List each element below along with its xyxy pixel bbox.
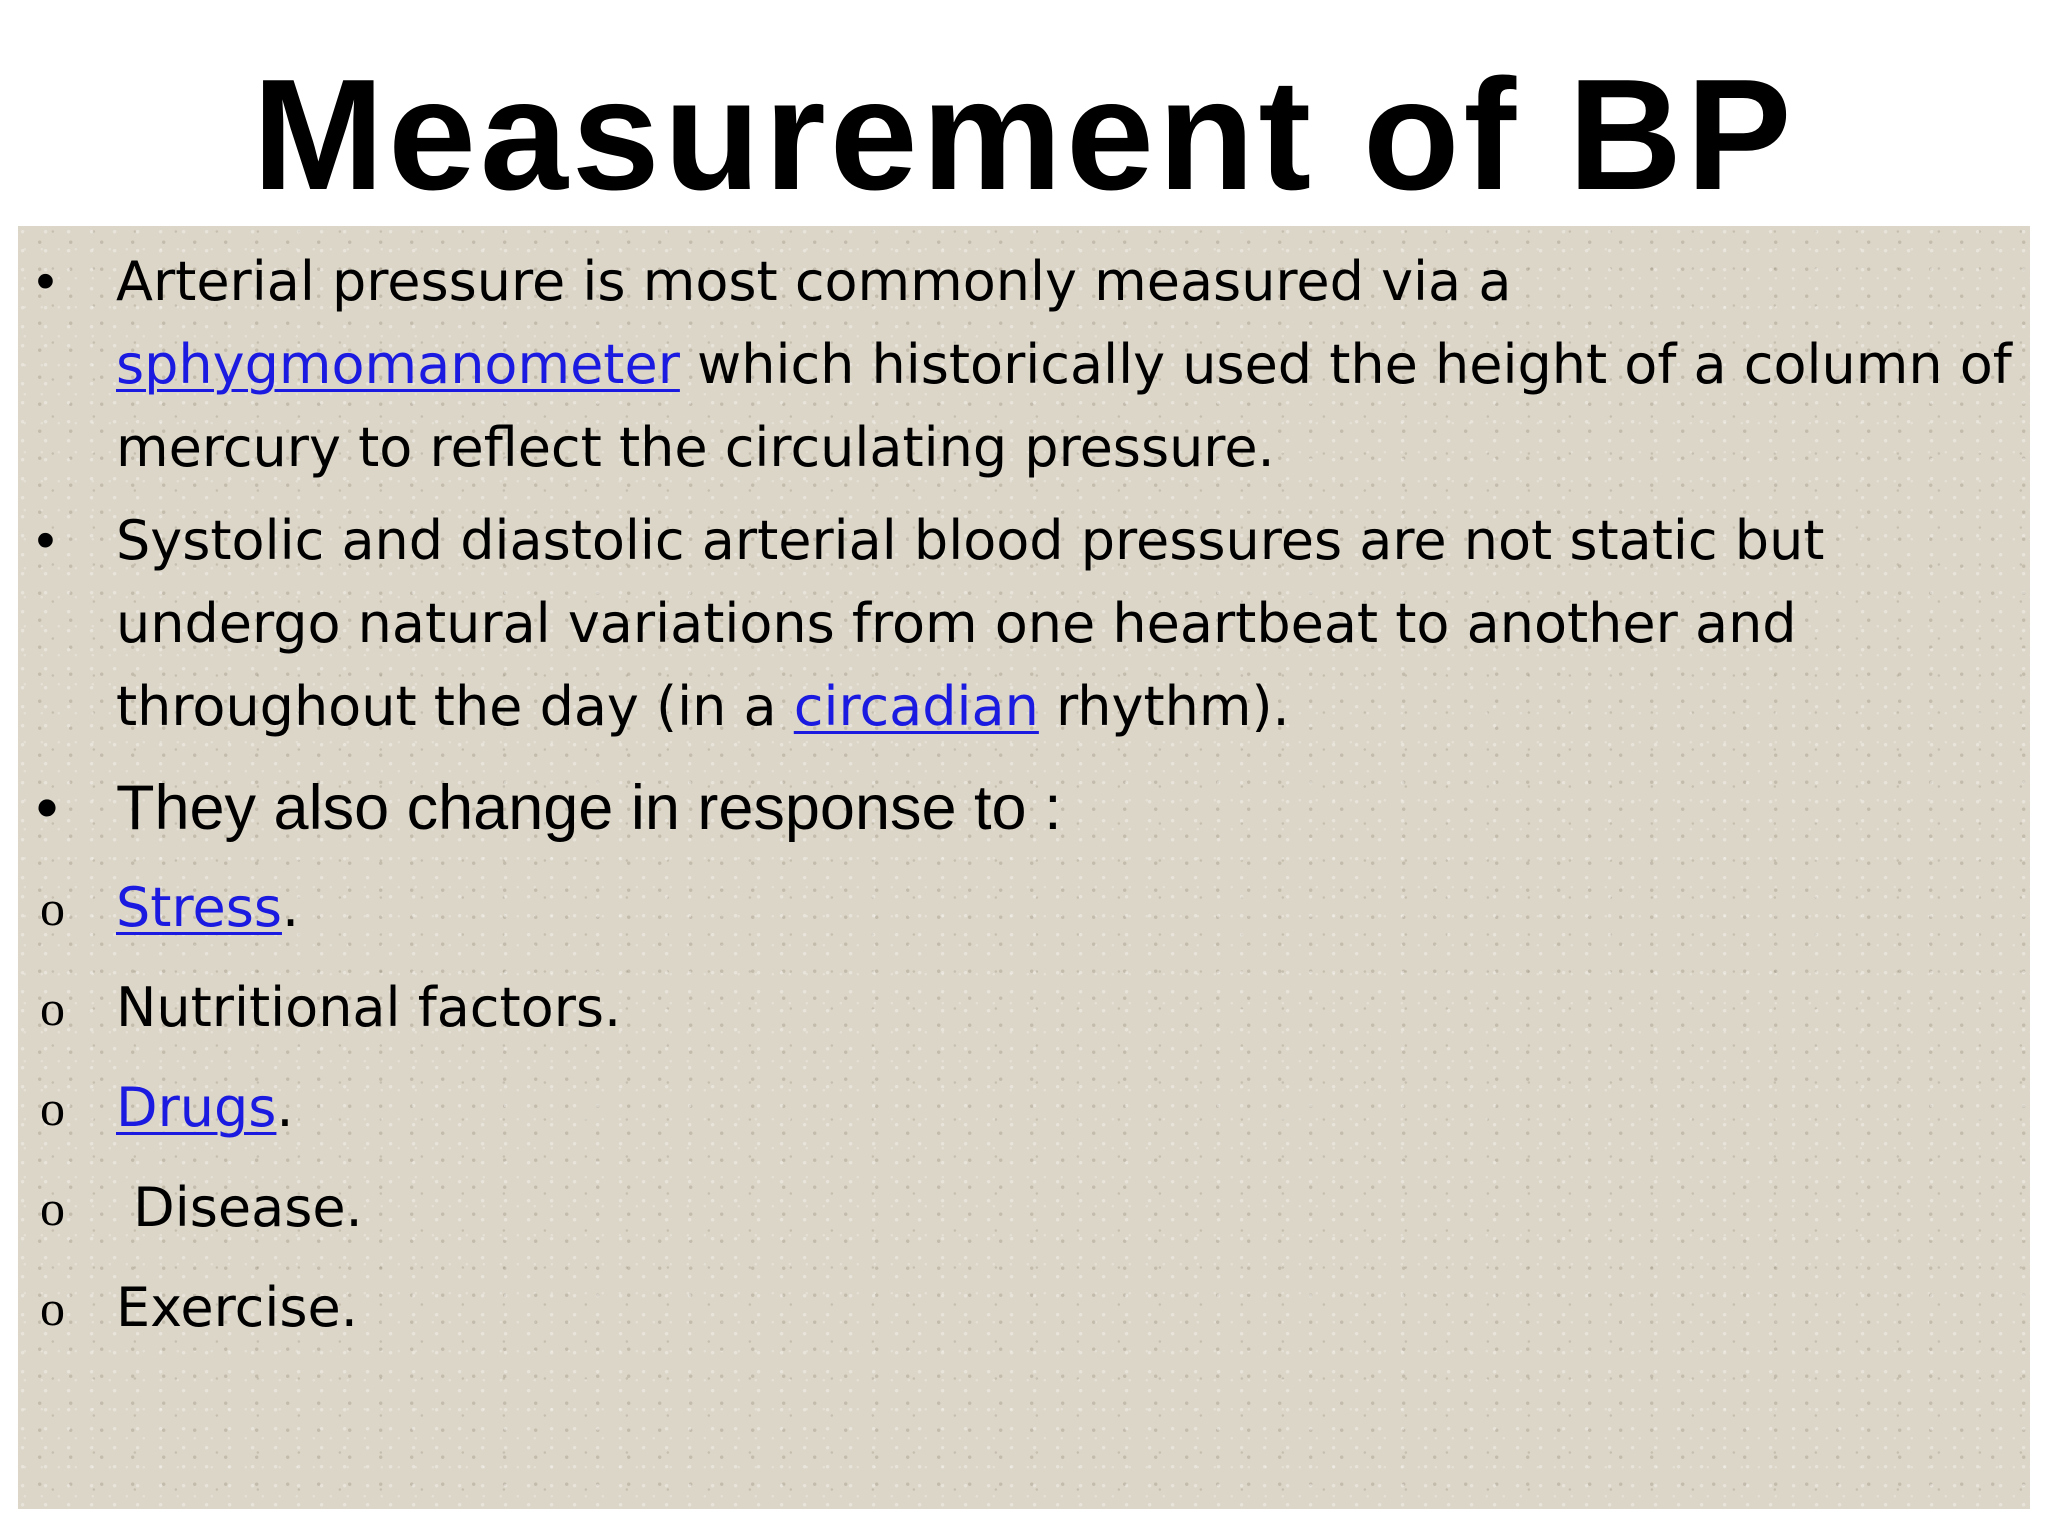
sub-item-suffix: . [281,876,300,939]
sub-item-exercise [18,1258,2018,1358]
drugs-link[interactable]: Drugs [116,1076,277,1139]
sub-item-text: Nutritional factors. [116,976,622,1039]
bullet-text: They also change in response to : [116,773,1062,843]
bullet-list [18,240,2018,1358]
sub-item-text: Exercise. [116,1276,358,1339]
sub-item-text: Disease. [116,1176,363,1239]
bullet-text: Arterial pressure is most commonly measured via a [116,250,1512,313]
sub-item-nutritional-factors [18,958,2018,1058]
bullet-marker: • [36,773,59,843]
sphygmomanometer-link[interactable]: sphygmomanometer [116,333,680,396]
bullet-item-arterial-pressure [18,240,2018,489]
sub-bullet-marker: o [40,980,65,1036]
sub-bullet-marker: o [40,1180,65,1236]
bullet-text: which historically used the height of a column of mercury to reflect the circulating pressure. [116,333,2012,479]
sub-item-stress [18,858,2018,958]
sub-bullet-marker: o [40,1280,65,1336]
bullet-marker: • [36,510,55,570]
bullet-marker: • [36,251,55,311]
slide-title: Measurement of BP [252,47,1796,223]
sub-item-suffix: . [276,1076,294,1139]
sub-item-drugs [18,1058,2018,1158]
bullet-text: Systolic and diastolic arterial blood pressures are not static but undergo natural variations from one heartbeat to another and throughout the day (in a [116,509,1825,738]
bullet-item-change-response [18,758,2018,858]
bullet-item-variations [18,499,2018,748]
circadian-link[interactable]: circadian [793,675,1039,738]
bullet-text: rhythm). [1038,675,1290,738]
sub-item-disease [18,1158,2018,1258]
sub-bullet-marker: o [40,880,65,936]
stress-link[interactable]: Stress [116,876,282,939]
sub-bullet-marker: o [40,1080,65,1136]
